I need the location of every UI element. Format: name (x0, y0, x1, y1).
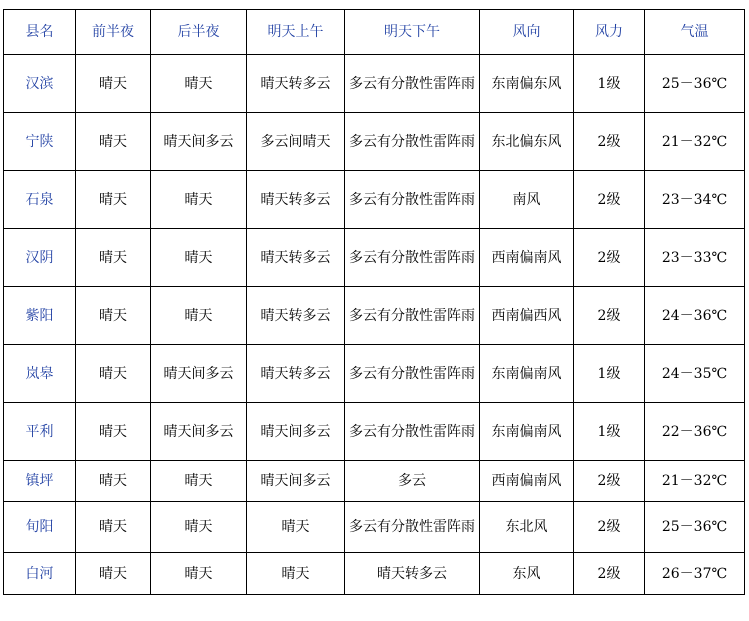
table-row (4, 171, 745, 229)
table-row (4, 403, 745, 461)
tomorrow-pm-cell: 晴天转多云 (345, 553, 480, 595)
wind-direction-cell: 东南偏南风 (480, 345, 574, 403)
county-name: 汉阴 (4, 229, 76, 287)
weather-forecast-table (3, 9, 745, 595)
tomorrow-am-cell: 晴天转多云 (247, 229, 345, 287)
first-half-night-cell: 晴天 (76, 229, 151, 287)
wind-force-cell: 2级 (574, 553, 645, 595)
county-name: 汉滨 (4, 55, 76, 113)
table-row (4, 345, 745, 403)
tomorrow-am-cell: 多云间晴天 (247, 113, 345, 171)
tomorrow-am-cell: 晴天转多云 (247, 345, 345, 403)
wind-direction-cell: 东北偏东风 (480, 113, 574, 171)
first-half-night-cell: 晴天 (76, 461, 151, 502)
wind-force-cell: 1级 (574, 55, 645, 113)
county-name: 镇坪 (4, 461, 76, 502)
first-half-night-cell: 晴天 (76, 55, 151, 113)
second-half-night-cell: 晴天 (151, 502, 247, 553)
table-row (4, 287, 745, 345)
table-row (4, 553, 745, 595)
second-half-night-cell: 晴天间多云 (151, 403, 247, 461)
tomorrow-pm-cell: 多云有分散性雷阵雨 (345, 113, 480, 171)
wind-force-cell: 1级 (574, 403, 645, 461)
first-half-night-cell: 晴天 (76, 287, 151, 345)
tomorrow-pm-cell: 多云有分散性雷阵雨 (345, 287, 480, 345)
first-half-night-cell: 晴天 (76, 345, 151, 403)
temperature-cell: 21－32℃ (645, 461, 745, 502)
tomorrow-pm-cell: 多云有分散性雷阵雨 (345, 171, 480, 229)
wind-force-cell: 2级 (574, 461, 645, 502)
temperature-cell: 22－36℃ (645, 403, 745, 461)
first-half-night-cell: 晴天 (76, 403, 151, 461)
forecast-table-container (3, 9, 745, 595)
second-half-night-cell: 晴天间多云 (151, 113, 247, 171)
table-row (4, 229, 745, 287)
wind-force-cell: 1级 (574, 345, 645, 403)
wind-force-cell: 2级 (574, 171, 645, 229)
wind-direction-cell: 西南偏南风 (480, 229, 574, 287)
wind-direction-cell: 西南偏西风 (480, 287, 574, 345)
county-name: 岚皋 (4, 345, 76, 403)
tomorrow-pm-cell: 多云有分散性雷阵雨 (345, 345, 480, 403)
temperature-cell: 24－35℃ (645, 345, 745, 403)
tomorrow-pm-cell: 多云有分散性雷阵雨 (345, 229, 480, 287)
tomorrow-pm-cell: 多云 (345, 461, 480, 502)
county-name: 旬阳 (4, 502, 76, 553)
column-header-first-half-night: 前半夜 (76, 10, 151, 55)
column-header-wind-force: 风力 (574, 10, 645, 55)
first-half-night-cell: 晴天 (76, 553, 151, 595)
second-half-night-cell: 晴天间多云 (151, 345, 247, 403)
wind-direction-cell: 东南偏东风 (480, 55, 574, 113)
column-header-wind-direction: 风向 (480, 10, 574, 55)
column-header-tomorrow-pm: 明天下午 (345, 10, 480, 55)
tomorrow-pm-cell: 多云有分散性雷阵雨 (345, 403, 480, 461)
county-name: 白河 (4, 553, 76, 595)
tomorrow-am-cell: 晴天转多云 (247, 171, 345, 229)
tomorrow-am-cell: 晴天 (247, 553, 345, 595)
tomorrow-am-cell: 晴天转多云 (247, 287, 345, 345)
wind-direction-cell: 东北风 (480, 502, 574, 553)
column-header-county: 县名 (4, 10, 76, 55)
county-name: 石泉 (4, 171, 76, 229)
tomorrow-am-cell: 晴天间多云 (247, 403, 345, 461)
second-half-night-cell: 晴天 (151, 171, 247, 229)
wind-force-cell: 2级 (574, 502, 645, 553)
first-half-night-cell: 晴天 (76, 502, 151, 553)
temperature-cell: 21－32℃ (645, 113, 745, 171)
second-half-night-cell: 晴天 (151, 461, 247, 502)
temperature-cell: 24－36℃ (645, 287, 745, 345)
table-row (4, 502, 745, 553)
tomorrow-am-cell: 晴天间多云 (247, 461, 345, 502)
table-row (4, 113, 745, 171)
tomorrow-pm-cell: 多云有分散性雷阵雨 (345, 502, 480, 553)
temperature-cell: 25－36℃ (645, 502, 745, 553)
tomorrow-pm-cell: 多云有分散性雷阵雨 (345, 55, 480, 113)
wind-force-cell: 2级 (574, 113, 645, 171)
wind-force-cell: 2级 (574, 229, 645, 287)
county-name: 紫阳 (4, 287, 76, 345)
county-name: 平利 (4, 403, 76, 461)
tomorrow-am-cell: 晴天转多云 (247, 55, 345, 113)
wind-direction-cell: 东风 (480, 553, 574, 595)
second-half-night-cell: 晴天 (151, 287, 247, 345)
wind-direction-cell: 西南偏南风 (480, 461, 574, 502)
wind-direction-cell: 南风 (480, 171, 574, 229)
column-header-temperature: 气温 (645, 10, 745, 55)
temperature-cell: 23－34℃ (645, 171, 745, 229)
second-half-night-cell: 晴天 (151, 229, 247, 287)
column-header-second-half-night: 后半夜 (151, 10, 247, 55)
temperature-cell: 25－36℃ (645, 55, 745, 113)
second-half-night-cell: 晴天 (151, 55, 247, 113)
wind-force-cell: 2级 (574, 287, 645, 345)
first-half-night-cell: 晴天 (76, 113, 151, 171)
temperature-cell: 26－37℃ (645, 553, 745, 595)
county-name: 宁陕 (4, 113, 76, 171)
tomorrow-am-cell: 晴天 (247, 502, 345, 553)
header-row (4, 10, 745, 55)
table-row (4, 461, 745, 502)
first-half-night-cell: 晴天 (76, 171, 151, 229)
second-half-night-cell: 晴天 (151, 553, 247, 595)
wind-direction-cell: 东南偏南风 (480, 403, 574, 461)
table-row (4, 55, 745, 113)
column-header-tomorrow-am: 明天上午 (247, 10, 345, 55)
temperature-cell: 23－33℃ (645, 229, 745, 287)
